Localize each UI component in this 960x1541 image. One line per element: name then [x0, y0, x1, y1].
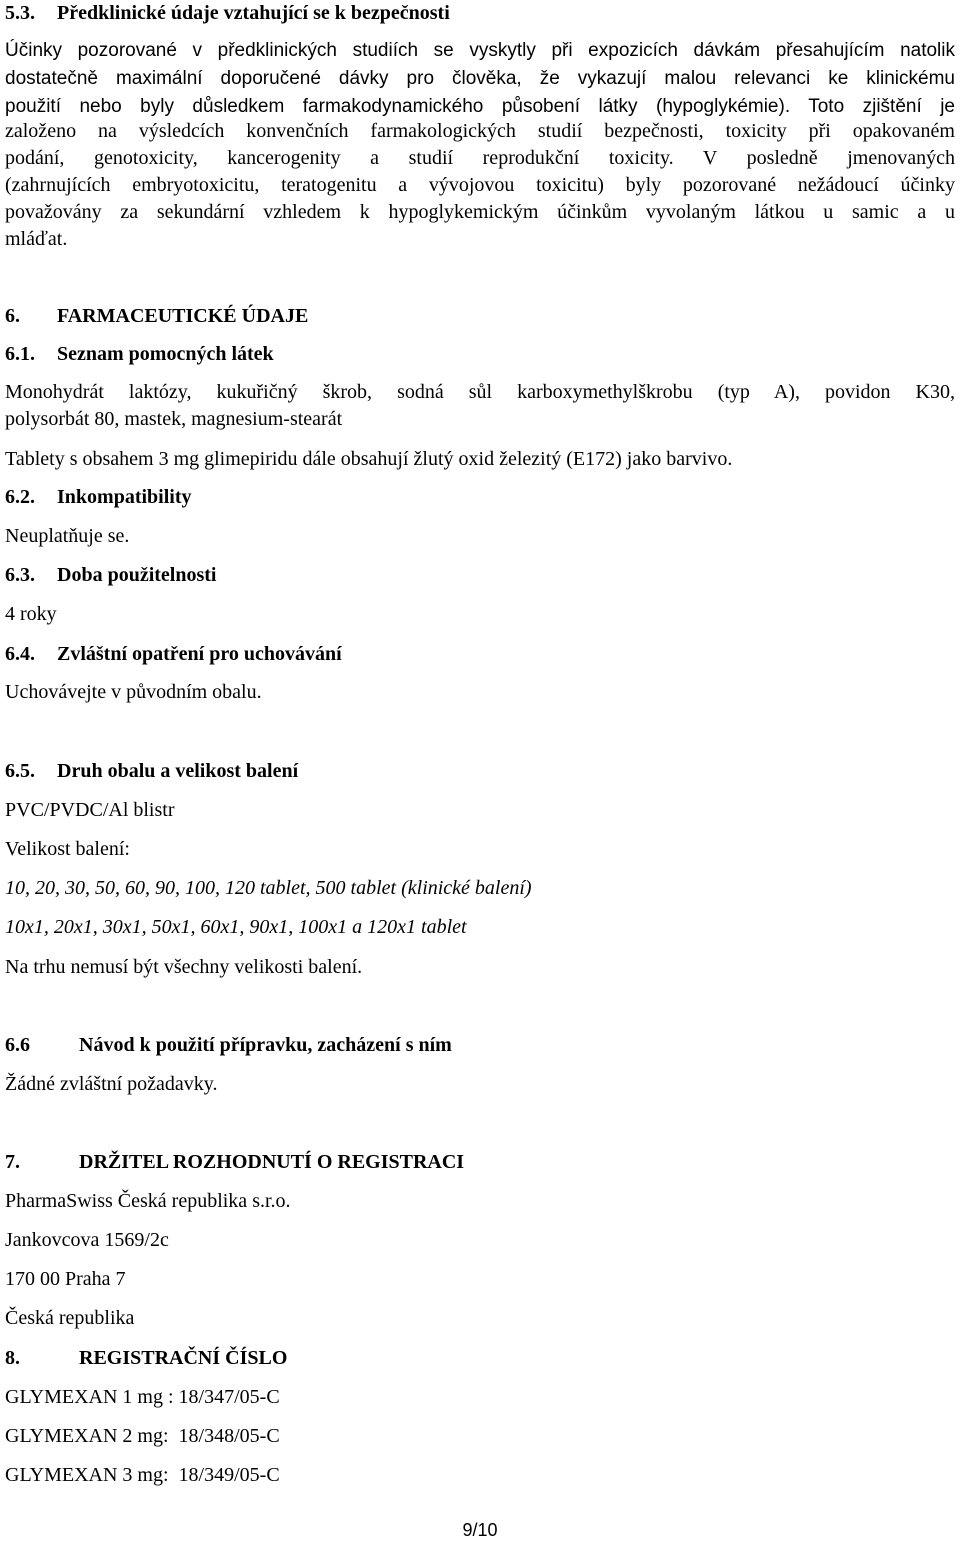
section-6-1-note: Tablety s obsahem 3 mg glimepiridu dále obsahují žlutý oxid železitý (E172) jako barvivo.	[5, 448, 733, 470]
section-number: 6.	[5, 305, 20, 327]
section-6-5-heading	[5, 758, 955, 785]
paragraph-line: považovány za sekundární vzhledem k hypoglykemickým účinkům vyvolaným látkou u samic a u	[5, 201, 955, 223]
registration-line: GLYMEXAN 3 mg: 18/349/05-C	[5, 1464, 280, 1486]
package-sizes-line: 10x1, 20x1, 30x1, 50x1, 60x1, 90x1, 100x1 a 120x1 tablet	[5, 916, 467, 938]
paragraph-line: Účinky pozorované v předklinických studiích se vyskytly při expozicích dávkám přesahujícím natolik	[5, 40, 955, 61]
section-number: 6.4.	[5, 643, 35, 665]
section-title: DRŽITEL ROZHODNUTÍ O REGISTRACI	[79, 1151, 465, 1173]
section-number: 7.	[5, 1151, 20, 1173]
section-6-2-heading	[5, 484, 955, 511]
section-5-3-heading	[5, 0, 955, 27]
section-6-heading	[5, 303, 955, 330]
section-8-heading	[5, 1345, 955, 1372]
paragraph-line: polysorbát 80, mastek, magnesium-stearát	[5, 408, 343, 430]
section-6-1-paragraph	[5, 379, 955, 433]
section-title: Návod k použití přípravku, zacházení s ním	[79, 1034, 452, 1056]
section-number: 6.3.	[5, 564, 35, 586]
section-title: Doba použitelnosti	[57, 564, 217, 586]
paragraph-line: mláďat.	[5, 228, 68, 250]
section-number: 5.3.	[5, 2, 35, 24]
section-title: Inkompatibility	[57, 486, 192, 508]
paragraph-line: podání, genotoxicity, kancerogenity a studií reprodukční toxicity. V posledně jmenovaných	[5, 147, 955, 169]
section-number: 6.1.	[5, 343, 35, 365]
package-type: PVC/PVDC/Al blistr	[5, 799, 175, 821]
section-6-3-text: 4 roky	[5, 603, 57, 625]
section-6-5-note: Na trhu nemusí být všechny velikosti balení.	[5, 956, 363, 978]
section-7-heading	[5, 1149, 955, 1176]
paragraph-line: (zahrnujících embryotoxicitu, teratogenitu a vývojovou toxicitu) byly pozorované nežádoucí účinky	[5, 174, 955, 196]
section-6-1-heading	[5, 341, 955, 368]
section-6-2-text: Neuplatňuje se.	[5, 525, 130, 547]
section-number: 8.	[5, 1347, 20, 1369]
section-6-6-heading	[5, 1032, 955, 1059]
holder-line: PharmaSwiss Česká republika s.r.o.	[5, 1190, 291, 1212]
section-number: 6.6	[5, 1034, 30, 1056]
section-title: Seznam pomocných látek	[57, 343, 274, 365]
package-size-label: Velikost balení:	[5, 838, 130, 860]
holder-line: 170 00 Praha 7	[5, 1268, 126, 1290]
section-title: Předklinické údaje vztahující se k bezpečnosti	[57, 2, 450, 24]
section-title: Druh obalu a velikost balení	[57, 760, 299, 782]
section-number: 6.5.	[5, 760, 35, 782]
registration-line: GLYMEXAN 1 mg : 18/347/05-C	[5, 1386, 280, 1408]
section-title: Zvláštní opatření pro uchovávání	[57, 643, 342, 665]
section-6-6-text: Žádné zvláštní požadavky.	[5, 1073, 218, 1095]
paragraph-line: založeno na výsledcích konvenčních farmakologických studií bezpečnosti, toxicity při opakovaném	[5, 120, 955, 142]
section-6-3-heading	[5, 562, 955, 589]
section-5-3-paragraph-cont	[5, 118, 955, 253]
section-title: REGISTRAČNÍ ČÍSLO	[79, 1347, 288, 1369]
paragraph-line: Monohydrát laktózy, kukuřičný škrob, sodná sůl karboxymethylškrobu (typ A), povidon K30,	[5, 381, 955, 403]
registration-line: GLYMEXAN 2 mg: 18/348/05-C	[5, 1425, 280, 1447]
holder-line: Jankovcova 1569/2c	[5, 1229, 169, 1251]
section-5-3-paragraph	[5, 37, 955, 121]
holder-line: Česká republika	[5, 1307, 135, 1329]
section-6-4-text: Uchovávejte v původním obalu.	[5, 681, 262, 703]
section-6-4-heading	[5, 641, 955, 668]
section-title: FARMACEUTICKÉ ÚDAJE	[57, 305, 309, 327]
paragraph-line: dostatečně maximální doporučené dávky pro člověka, že vykazují malou relevanci ke klinickému	[5, 68, 955, 89]
section-number: 6.2.	[5, 486, 35, 508]
page-number: 9/10	[462, 1520, 498, 1540]
package-sizes-line: 10, 20, 30, 50, 60, 90, 100, 120 tablet, 500 tablet (klinické balení)	[5, 877, 532, 899]
paragraph-line: použití nebo byly důsledkem farmakodynamického působení látky (hypoglykémie). Toto zjištění je	[5, 96, 955, 117]
